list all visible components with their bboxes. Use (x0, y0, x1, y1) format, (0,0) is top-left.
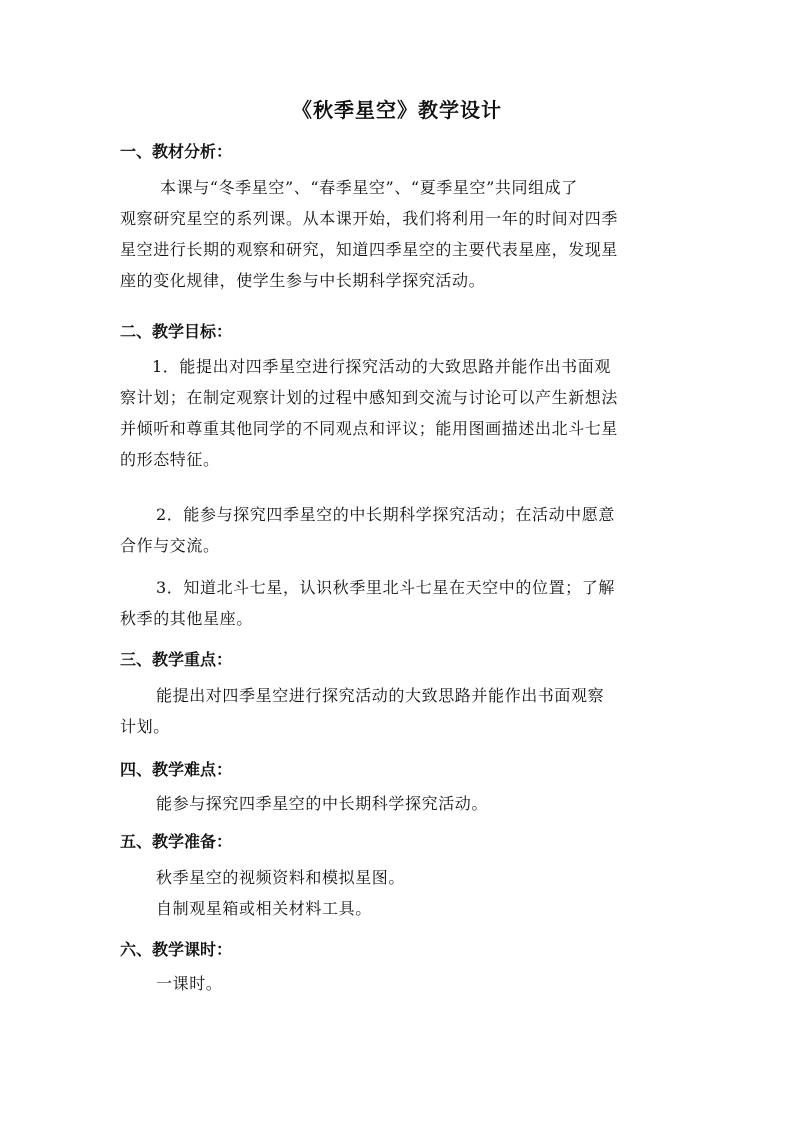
difficult-points-paragraph (120, 788, 676, 819)
section-heading-teaching-objectives: 二、教学目标： (120, 322, 233, 341)
document-title: 《秋季星空》教学设计 (292, 98, 502, 122)
paragraph-line: 的形态特征。 (120, 450, 220, 469)
objective-item-1 (120, 351, 676, 475)
section-heading-textbook-analysis: 一、教材分析： (120, 142, 233, 161)
paragraph-line: 1．能提出对四季星空进行探究活动的大致思路并能作出书面观 (152, 357, 611, 376)
class-hours-paragraph (120, 968, 676, 999)
paragraph-line: 本课与“冬季星空”、“春季星空”、“夏季星空”共同组成了 (160, 178, 578, 197)
paragraph-line: 3．知道北斗七星，认识秋季里北斗七星在天空中的位置；了解 (156, 578, 615, 597)
paragraph-line: 合作与交流。 (120, 536, 220, 555)
paragraph-line: 自制观星箱或相关材料工具。 (156, 899, 372, 918)
section-heading-preparation: 五、教学准备： (120, 832, 233, 851)
paragraph-line: 秋季的其他星座。 (120, 609, 253, 628)
paragraph-line: 观察研究星空的系列课。从本课开始，我们将利用一年的时间对四季 (120, 209, 619, 228)
objective-item-3 (120, 572, 676, 634)
paragraph-line: 秋季星空的视频资料和模拟星图。 (156, 868, 406, 887)
paragraph-line: 一课时。 (156, 974, 223, 993)
paragraph-line: 星空进行长期的观察和研究，知道四季星空的主要代表星座，发现星 (120, 240, 619, 259)
key-points-paragraph (120, 680, 676, 742)
paragraph-line: 能提出对四季星空进行探究活动的大致思路并能作出书面观察 (156, 686, 605, 705)
section-heading-key-points: 三、教学重点： (120, 650, 233, 669)
textbook-analysis-paragraph (120, 172, 676, 296)
paragraph-line: 能参与探究四季星空的中长期科学探究活动。 (156, 794, 489, 813)
section-heading-difficult-points: 四、教学难点： (120, 760, 233, 779)
paragraph-line: 察计划；在制定观察计划的过程中感知到交流与讨论可以产生新想法 (120, 388, 619, 407)
paragraph-line: 2．能参与探究四季星空的中长期科学探究活动；在活动中愿意 (156, 505, 615, 524)
paragraph-line: 并倾听和尊重其他同学的不同观点和评议；能用图画描述出北斗七星 (120, 419, 619, 438)
paragraph-line: 座的变化规律，使学生参与中长期科学探究活动。 (120, 271, 486, 290)
preparation-paragraph (120, 862, 676, 924)
section-heading-class-hours: 六、教学课时： (120, 940, 233, 959)
objective-item-2 (120, 499, 676, 561)
paragraph-line: 计划。 (120, 717, 170, 736)
